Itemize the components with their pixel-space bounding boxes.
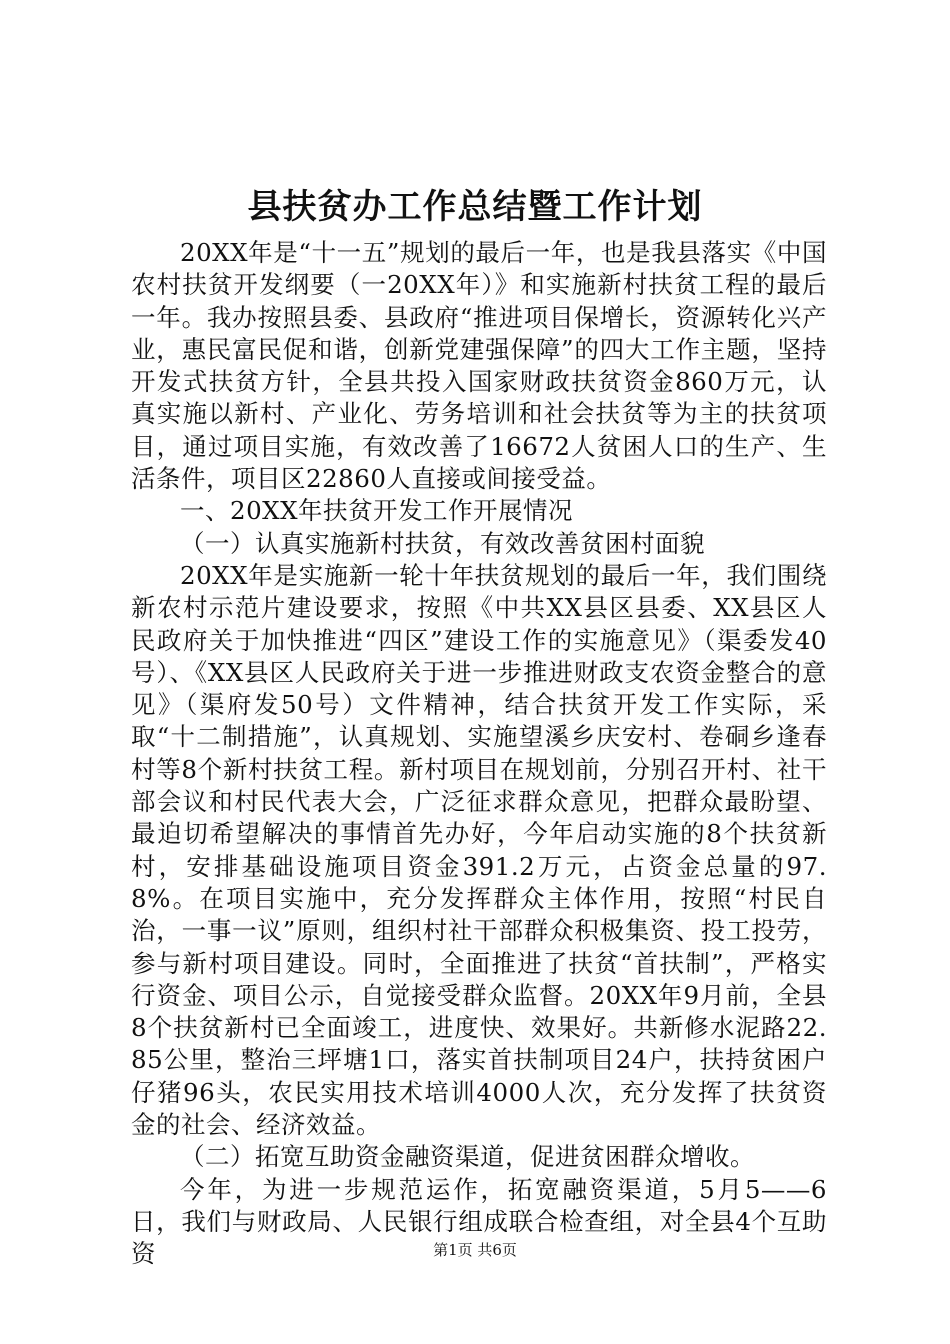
paragraph-mutual-fund: 今年，为进一步规范运作，拓宽融资渠道，5月5——6日，我们与财政局、人民银行组成联合检查组，对全县4个互助资 bbox=[131, 1174, 827, 1269]
subsection-heading-2: （二）拓宽互助资金融资渠道，促进贫困群众增收。 bbox=[180, 1142, 755, 1172]
paragraph-intro: 20XX年是“十一五”规划的最后一年，也是我县落实《中国农村扶贫开发纲要（一20XX年）》和实施新村扶贫工程的最后一年。我办按照县委、县政府“推进项目保增长，资源转化兴产业，惠民富民促和谐，创新党建强保障”的四大工作主题，坚持开发式扶贫方针，全县共投入国家财政扶贫资金860万元，认真实施以新村、产业化、劳务培训和社会扶贫等为主的扶贫项目，通过项目实施，有效改善了16672人贫困人口的生产、生活条件，项目区22860人直接或间接受益。 bbox=[131, 238, 827, 494]
document-body bbox=[131, 237, 827, 1271]
paragraph-new-village: 20XX年是实施新一轮十年扶贫规划的最后一年，我们围绕新农村示范片建设要求，按照《中共XX县区县委、XX县区人民政府关于加快推进“四区”建设工作的实施意见》（渠委发40号）、《XX县区人民政府关于进一步推进财政支农资金整合的意见》（渠府发50号）文件精神，结合扶贫开发工作实际，采取“十二制措施”，认真规划、实施望溪乡庆安村、卷硐乡逢春村等8个新村扶贫工程。新村项目在规划前，分别召开村、社干部会议和村民代表大会，广泛征求群众意见，把群众最盼望、最迫切希望解决的事情首先办好，今年启动实施的8个扶贫新村，安排基础设施项目资金391.2万元，占资金总量的97.8%。在项目实施中，充分发挥群众主体作用，按照“村民自治，一事一议”原则，组织村社干部群众积极集资、投工投劳，参与新村项目建设。同时，全面推进了扶贫“首扶制”，严格实行资金、项目公示，自觉接受群众监督。20XX年9月前，全县8个扶贫新村已全面竣工，进度快、效果好。共新修水泥路22.85公里，整治三坪塘1口，落实首扶制项目24户，扶持贫困户仔猪96头，农民实用技术培训4000人次，充分发挥了扶贫资金的社会、经济效益。 bbox=[131, 560, 827, 1140]
page-number-footer: 第1页 共6页 bbox=[433, 1241, 517, 1259]
section-heading-1: 一、20XX年扶贫开发工作开展情况 bbox=[180, 496, 574, 526]
document-title: 县扶贫办工作总结暨工作计划 bbox=[247, 187, 703, 227]
subsection-heading-1: （一）认真实施新村扶贫，有效改善贫困村面貌 bbox=[180, 528, 705, 558]
